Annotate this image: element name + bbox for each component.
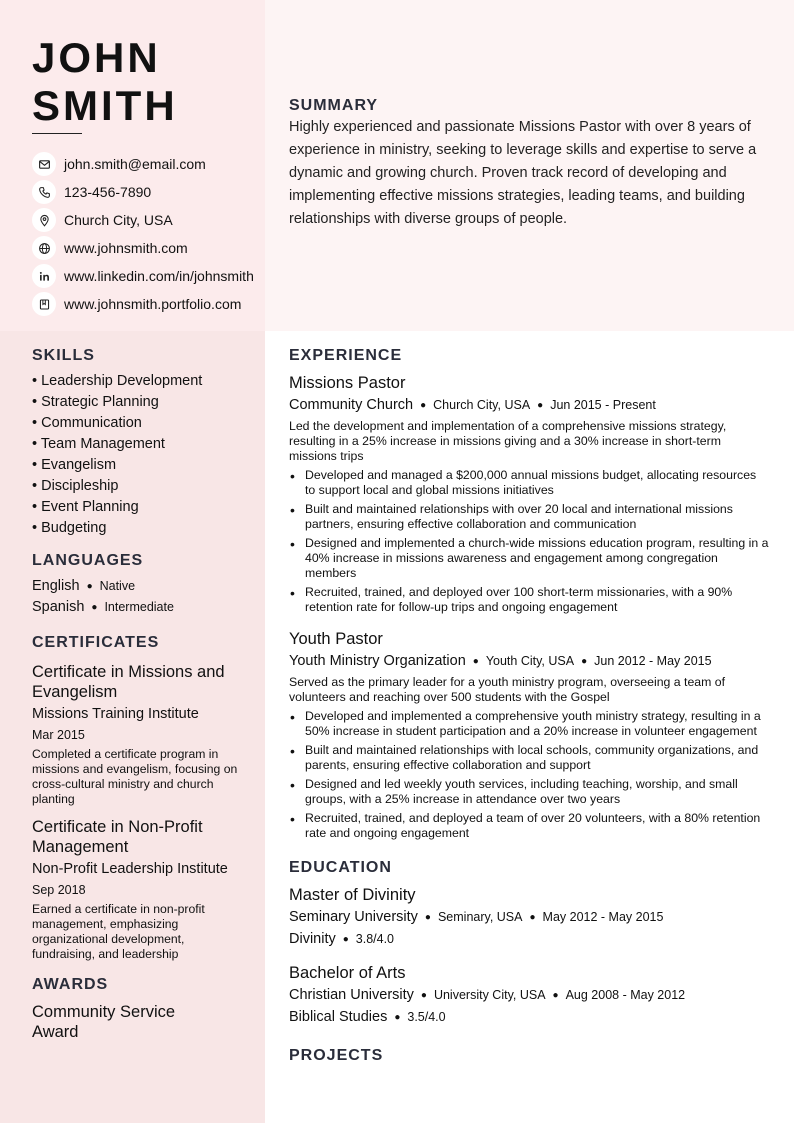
education-field: Biblical Studies [289, 1009, 388, 1025]
certificate-title: Certificate in Missions and Evangelism [32, 663, 225, 701]
certificate-title: Certificate in Non-Profit Management [32, 818, 203, 856]
contact-website[interactable] [32, 234, 254, 262]
job-desc: Led the development and implementation of a comprehensive missions strategy, resulting in a 25% increase in missions giving and a 30% increase in short-term missions trips [289, 419, 727, 463]
skill-item: • Strategic Planning [32, 394, 159, 410]
job-bullet: • Designed and led weekly youth services, including teaching, worship, and small groups, with a 25% increase in attendance over two years [289, 777, 769, 807]
name-divider [32, 133, 82, 134]
job-location: Church City, USA [433, 398, 531, 412]
certificate-desc: Completed a certificate program in missions and evangelism, focusing on cross-cultural ministry and church planting [32, 747, 238, 806]
skill-item: • Evangelism [32, 457, 117, 473]
skill-item: • Team Management [32, 436, 165, 452]
job-title: Missions Pastor [289, 374, 406, 392]
job-title: Youth Pastor [289, 630, 383, 648]
certificates-heading: CERTIFICATES [32, 634, 160, 651]
education-heading: EDUCATION [289, 859, 392, 876]
certificate-org: Missions Training Institute [32, 706, 199, 722]
certificate-desc: Earned a certificate in non-profit management, emphasizing organizational development, fundraising, and leadership [32, 902, 205, 961]
location-pin-icon [32, 208, 56, 232]
language-item: English ● Native [32, 578, 136, 594]
education-gpa: 3.5/4.0 [407, 1010, 446, 1024]
job-bullets [289, 468, 769, 615]
skills-heading: SKILLS [32, 347, 95, 364]
skill-item: • Communication [32, 415, 142, 431]
job-meta: Youth Ministry Organization ● Youth City, USA ● Jun 2012 - May 2015 [289, 653, 712, 669]
phone-text: 123-456-7890 [64, 184, 152, 200]
contact-linkedin[interactable] [32, 262, 254, 290]
summary-text: Highly experienced and passionate Missions Pastor with over 8 years of experience in ministry, seeking to leverage skills and expertise to serve a dynamic and growing church. Proven track record of developing and implementing effective missions strategies, leading teams, and building relationships with diverse groups of people. [289, 119, 757, 227]
job-bullet: • Developed and managed a $200,000 annual missions budget, allocating resources to support local and global missions initiatives [289, 468, 769, 498]
education-meta: Seminary University ● Seminary, USA ● May 2012 - May 2015 [289, 909, 664, 925]
certificate-date: Sep 2018 [32, 883, 86, 897]
education-item [289, 963, 769, 1027]
education-field-row: Divinity ● 3.8/4.0 [289, 931, 395, 947]
education-school: Seminary University [289, 909, 418, 925]
languages-heading: LANGUAGES [32, 552, 144, 569]
email-text: john.smith@email.com [64, 156, 206, 172]
globe-icon [32, 236, 56, 260]
certificate-item [32, 817, 247, 962]
skill-item: • Discipleship [32, 478, 119, 494]
contact-phone[interactable] [32, 178, 254, 206]
website-text: www.johnsmith.com [64, 240, 188, 256]
job-dates: Jun 2015 - Present [550, 398, 656, 412]
job-org: Youth Ministry Organization [289, 653, 466, 669]
job-bullet: • Built and maintained relationships with over 20 local and international missions partners, ensuring effective collaboration and communication [289, 502, 769, 532]
summary-heading: SUMMARY [289, 97, 379, 114]
linkedin-text: www.linkedin.com/in/johnsmith [64, 268, 254, 284]
contact-location [32, 206, 254, 234]
job-bullet: • Developed and implemented a comprehensive youth ministry strategy, resulting in a 50% increase in student participation and a 20% increase in volunteer engagement [289, 709, 769, 739]
education-degree: Master of Divinity [289, 886, 416, 904]
skill-item: • Budgeting [32, 520, 107, 536]
education-dates: Aug 2008 - May 2012 [565, 988, 686, 1002]
job-dates: Jun 2012 - May 2015 [594, 654, 712, 668]
contact-email[interactable] [32, 150, 254, 178]
phone-icon [32, 180, 56, 204]
certificate-date: Mar 2015 [32, 728, 85, 742]
language-level: Intermediate [104, 600, 174, 614]
summary-section [289, 97, 769, 231]
certificate-item [32, 662, 247, 807]
education-school: Christian University [289, 987, 414, 1003]
candidate-name [32, 34, 178, 130]
education-dates: May 2012 - May 2015 [542, 910, 664, 924]
language-name: Spanish [32, 599, 85, 615]
award-item: Community Service Award [32, 1003, 176, 1041]
certificate-org: Non-Profit Leadership Institute [32, 861, 228, 877]
projects-heading: PROJECTS [289, 1047, 384, 1064]
education-gpa: 3.8/4.0 [355, 932, 395, 946]
job-desc: Served as the primary leader for a youth ministry program, overseeing a team of volunteers and reaching over 500 students with the Gospel [289, 675, 726, 704]
skill-item: • Leadership Development [32, 373, 203, 389]
right-column [289, 347, 769, 1065]
envelope-icon [32, 152, 56, 176]
portfolio-text: www.johnsmith.portfolio.com [64, 296, 242, 312]
language-name: English [32, 578, 80, 594]
education-location: University City, USA [433, 988, 546, 1002]
job-bullets [289, 709, 769, 841]
job-bullet: • Designed and implemented a church-wide missions education program, resulting in a 40% increase in missions awareness and engagement among congregation members [289, 536, 769, 581]
skills-list [32, 371, 247, 539]
left-column [32, 347, 247, 1042]
education-field: Divinity [289, 931, 336, 947]
job-meta: Community Church ● Church City, USA ● Jun 2015 - Present [289, 397, 656, 413]
skill-item: • Event Planning [32, 499, 139, 515]
language-item: Spanish ● Intermediate [32, 599, 174, 615]
job-location: Youth City, USA [485, 654, 575, 668]
portfolio-icon [32, 292, 56, 316]
language-level: Native [99, 579, 136, 593]
location-text: Church City, USA [64, 212, 173, 228]
education-item [289, 885, 769, 949]
contact-portfolio[interactable] [32, 290, 254, 318]
contact-list [32, 150, 254, 318]
job-item [289, 629, 769, 841]
linkedin-icon [32, 264, 56, 288]
job-bullet: • Recruited, trained, and deployed a team of over 20 volunteers, with a 80% retention rate and ongoing engagement [289, 811, 769, 841]
experience-heading: EXPERIENCE [289, 347, 403, 364]
education-location: Seminary, USA [437, 910, 523, 924]
awards-heading: AWARDS [32, 976, 109, 993]
job-bullet: • Built and maintained relationships with local schools, community organizations, and parents, ensuring effective collaboration and support [289, 743, 769, 773]
education-degree: Bachelor of Arts [289, 964, 406, 982]
job-item [289, 373, 769, 615]
last-name: SMITH [32, 82, 178, 129]
education-meta: Christian University ● University City, USA ● Aug 2008 - May 2012 [289, 987, 686, 1003]
job-org: Community Church [289, 397, 414, 413]
education-field-row: Biblical Studies ● 3.5/4.0 [289, 1009, 446, 1025]
job-bullet: • Recruited, trained, and deployed over 100 short-term missionaries, with a 90% retention rate for follow-up trips and ongoing engagement [289, 585, 769, 615]
first-name: JOHN [32, 34, 161, 81]
